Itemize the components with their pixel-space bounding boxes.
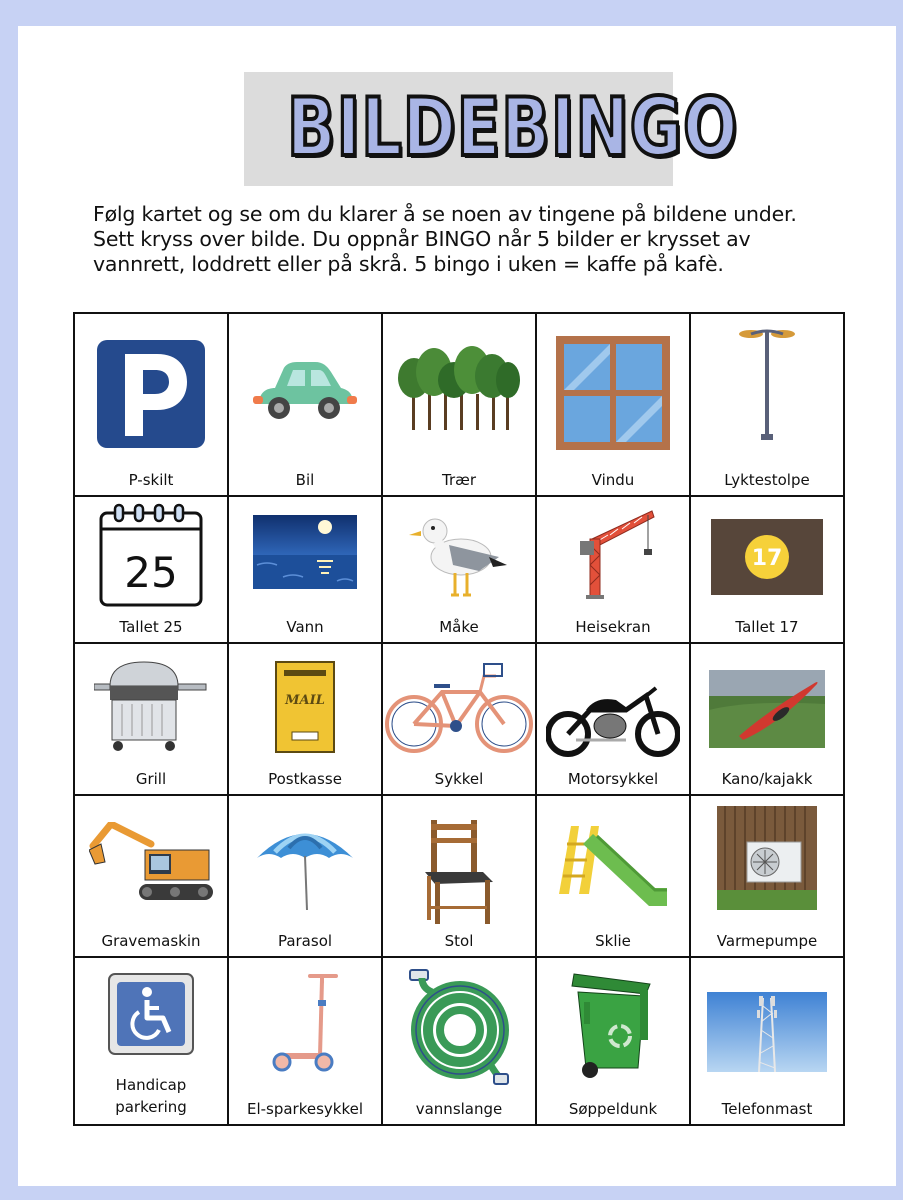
bingo-cell-soppeldunk[interactable] <box>536 957 690 1125</box>
bicycle-icon <box>384 662 534 758</box>
bingo-cell-sklie[interactable] <box>536 795 690 957</box>
bingo-cell-tallet-17[interactable] <box>690 496 844 643</box>
crane-icon <box>568 509 658 601</box>
bingo-grid <box>73 312 845 1126</box>
trash-bin-icon <box>570 970 656 1080</box>
cell-label: Gravemaskin <box>101 932 201 950</box>
bingo-cell-vindu[interactable] <box>536 313 690 496</box>
kayak-icon <box>709 670 825 748</box>
instructions-text: Følg kartet og se om du klarer å se noen av tingene på bildene under. Sett kryss over bilde. Du oppnår BINGO når 5 bilder er krysset av vannrett, loddrett eller på skrå. 5 bingo i uken = kaffe på kafè. <box>93 202 797 276</box>
bingo-cell-lyktestolpe[interactable] <box>690 313 844 496</box>
window-icon <box>554 334 672 452</box>
street-lamp-icon <box>737 326 797 444</box>
parasol-icon <box>255 822 355 912</box>
chair-icon <box>421 818 497 926</box>
bingo-cell-traer[interactable] <box>382 313 536 496</box>
trees-icon <box>398 344 520 432</box>
bingo-cell-grill[interactable] <box>74 643 228 795</box>
bingo-cell-gravemaskin[interactable] <box>74 795 228 957</box>
cell-label: Motorsykkel <box>567 770 659 788</box>
cell-label: Tallet 25 <box>119 618 183 636</box>
calendar-number: 25 <box>124 548 178 597</box>
sign-number: 17 <box>751 546 783 571</box>
scooter-icon <box>270 972 340 1076</box>
bingo-cell-sykkel[interactable] <box>382 643 536 795</box>
seagull-icon <box>409 509 509 599</box>
cell-label: Trær <box>441 471 477 489</box>
bingo-cell-motorsykkel[interactable] <box>536 643 690 795</box>
cell-label: Vindu <box>591 471 635 489</box>
cell-label: Vann <box>286 618 324 636</box>
car-icon <box>253 358 357 422</box>
cell-label: Tallet 17 <box>735 618 799 636</box>
bingo-cell-make[interactable] <box>382 496 536 643</box>
bingo-cell-telefonmast[interactable] <box>690 957 844 1125</box>
bingo-cell-postkasse[interactable] <box>228 643 382 795</box>
cell-label: Telefonmast <box>721 1100 813 1118</box>
cell-label: P-skilt <box>128 471 174 489</box>
parking-sign-icon <box>95 338 207 450</box>
bingo-cell-varmepumpe[interactable] <box>690 795 844 957</box>
bingo-cell-parasol[interactable] <box>228 795 382 957</box>
cell-label: Kano/kajakk <box>721 770 813 788</box>
cell-label: El-sparkesykkel <box>246 1100 364 1118</box>
bingo-cell-kano-kajakk[interactable] <box>690 643 844 795</box>
bingo-cell-stol[interactable] <box>382 795 536 957</box>
cell-label: Måke <box>439 618 479 636</box>
bingo-cell-handicap-parkering[interactable] <box>74 957 228 1125</box>
excavator-icon <box>89 822 213 904</box>
cell-label: Varmepumpe <box>716 932 818 950</box>
bingo-cell-tallet-25[interactable] <box>74 496 228 643</box>
number-sign-icon <box>711 519 823 595</box>
title-banner <box>244 72 739 186</box>
mailbox-text: MAIL <box>285 693 325 708</box>
cell-label: Grill <box>135 770 167 788</box>
cell-label: Heisekran <box>575 618 651 636</box>
cell-label: Sykkel <box>434 770 484 788</box>
water-icon <box>253 515 357 589</box>
garden-hose-icon <box>408 968 510 1086</box>
calendar-icon <box>99 503 203 607</box>
mailbox-icon <box>274 660 336 754</box>
bingo-cell-p-skilt[interactable] <box>74 313 228 496</box>
grill-icon <box>94 656 208 754</box>
cell-label: Sklie <box>595 932 631 950</box>
bingo-cell-vannslange[interactable] <box>382 957 536 1125</box>
page-title: BILDEBINGO <box>286 81 739 174</box>
cell-label: Handicap parkering <box>115 1076 187 1116</box>
cell-label: vannslange <box>415 1100 503 1118</box>
motorcycle-icon <box>546 684 680 758</box>
bingo-cell-bil[interactable] <box>228 313 382 496</box>
cell-tower-icon <box>707 992 827 1072</box>
cell-label: Bil <box>295 471 315 489</box>
cell-label: Stol <box>444 932 474 950</box>
worksheet-page <box>18 26 896 1186</box>
slide-icon <box>557 824 669 910</box>
cell-label: Postkasse <box>268 770 342 788</box>
bingo-cell-vann[interactable] <box>228 496 382 643</box>
cell-label: Lyktestolpe <box>724 471 810 489</box>
bingo-cell-el-sparkesykkel[interactable] <box>228 957 382 1125</box>
wheelchair-icon <box>107 972 195 1056</box>
heat-pump-icon <box>717 806 817 910</box>
bingo-cell-heisekran[interactable] <box>536 496 690 643</box>
cell-label: Parasol <box>277 932 333 950</box>
cell-label: Søppeldunk <box>568 1100 658 1118</box>
